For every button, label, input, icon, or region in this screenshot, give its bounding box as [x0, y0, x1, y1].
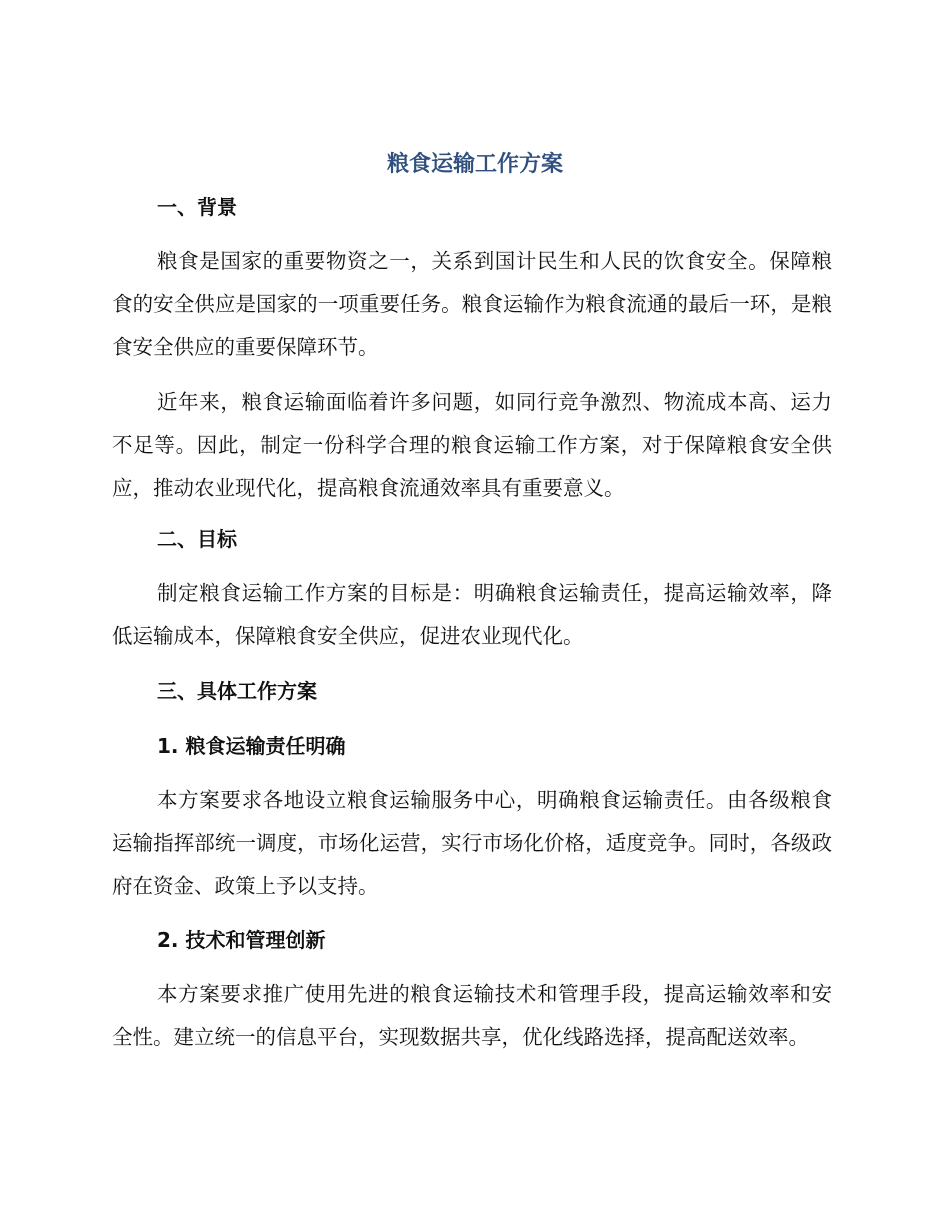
subsection-paragraph-1: 本方案要求各地设立粮食运输服务中心，明确粮食运输责任。由各级粮食运输指挥部统一调度，市场化运营，实行市场化价格，适度竞争。同时，各级政府在资金、政策上予以支持。: [112, 788, 832, 898]
background-paragraph-2: 近年来，粮食运输面临着许多问题，如同行竞争激烈、物流成本高、运力不足等。因此，制定一份科学合理的粮食运输工作方案，对于保障粮食安全供应，推动农业现代化，提高粮食流通效率具有重要意义。: [112, 390, 832, 500]
subsection-heading-1: 1. 粮食运输责任明确: [157, 734, 346, 758]
document-title: 粮食运输工作方案: [386, 152, 563, 177]
subsection-heading-2: 2. 技术和管理创新: [157, 928, 326, 952]
subsection-paragraph-2: 本方案要求推广使用先进的粮食运输技术和管理手段，提高运输效率和安全性。建立统一的信息平台，实现数据共享，优化线路选择，提高配送效率。: [112, 982, 832, 1049]
section-heading-goal: 二、目标: [157, 527, 237, 551]
section-heading-background: 一、背景: [157, 195, 237, 219]
goal-paragraph: 制定粮食运输工作方案的目标是：明确粮食运输责任，提高运输效率，降低运输成本，保障粮食安全供应，促进农业现代化。: [112, 581, 832, 648]
background-paragraph-1: 粮食是国家的重要物资之一，关系到国计民生和人民的饮食安全。保障粮食的安全供应是国家的一项重要任务。粮食运输作为粮食流通的最后一环，是粮食安全供应的重要保障环节。: [112, 249, 832, 359]
section-heading-plan: 三、具体工作方案: [157, 679, 317, 703]
